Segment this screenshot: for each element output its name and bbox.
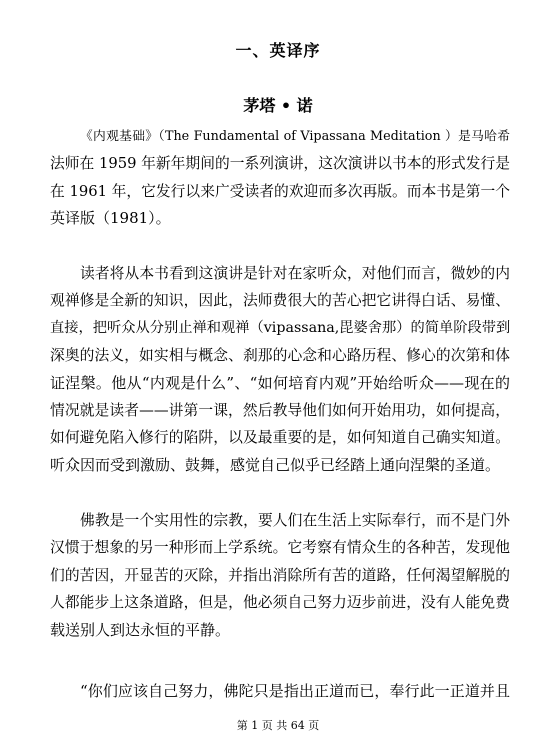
paragraph-line: 《内观基础》（The Fundamental of Vipassana Meditation ）是马哈希 (80, 129, 510, 144)
paragraph-line: 直接，把听众从分别止禅和观禅（vipassana,毘婆舍那）的简单阶段带到 (50, 319, 510, 336)
paragraph-line: 证涅槃。他从“内观是什么”、“如何培育内观”开始给听众——现在的 (50, 373, 510, 392)
paragraph-4 (50, 678, 510, 705)
page-footer: 第 1 页 共 64 页 (236, 719, 320, 732)
paragraph-line: 观禅修是全新的知识，因此，法师费很大的苦心把它讲得白话、易懂、 (50, 292, 510, 310)
paragraph-line: 如何避免陷入修行的陷阱，以及最重要的是，如何知道自己确实知道。 (50, 429, 510, 447)
paragraph-line: 情况就是读者——讲第一课，然后教导他们如何开始用功，如何提高， (50, 401, 510, 419)
paragraph-2 (50, 260, 510, 479)
paragraph-line: 载送别人到达永恒的平静。 (50, 620, 231, 639)
paragraph-line: 在 1961 年，它发行以来广受读者的欢迎而多次再版。而本书是第一个 (50, 182, 510, 200)
author-name: 茅塔 • 诺 (243, 96, 313, 115)
paragraph-line: 听众因而受到激励、鼓舞，感觉自己似乎已经踏上通向涅槃的圣道。 (50, 455, 501, 474)
paragraph-3 (50, 507, 510, 644)
paragraph-line: “你们应该自己努力，佛陀只是指出正道而已，奉行此一正道并且 (80, 682, 510, 700)
paragraph-line: 英译版（1981）。 (50, 209, 171, 228)
paragraph-1 (50, 123, 510, 233)
paragraph-line: 法师在 1959 年新年期间的一系列演讲，这次演讲以书本的形式发行是 (50, 155, 510, 173)
page-title: 一、英译序 (235, 41, 321, 60)
paragraph-line: 们的苦因，开显苦的灭除，并指出消除所有苦的道路，任何渴望解脱的 (50, 566, 510, 584)
paragraph-line: 人都能步上这条道路，但是，他必须自己努力迈步前进，没有人能免费 (50, 594, 510, 612)
paragraph-line: 读者将从本书看到这演讲是针对在家听众，对他们而言，微妙的内 (80, 265, 510, 282)
paragraph-line: 汉惯于想象的另一种形而上学系统。它考察有情众生的各种苦，发现他 (50, 539, 510, 557)
paragraph-line: 深奥的法义，如实相与概念、刹那的心念和心路历程、修心的次第和体 (50, 347, 510, 365)
paragraph-line: 佛教是一个实用性的宗教，要人们在生活上实际奉行，而不是门外 (80, 512, 510, 529)
